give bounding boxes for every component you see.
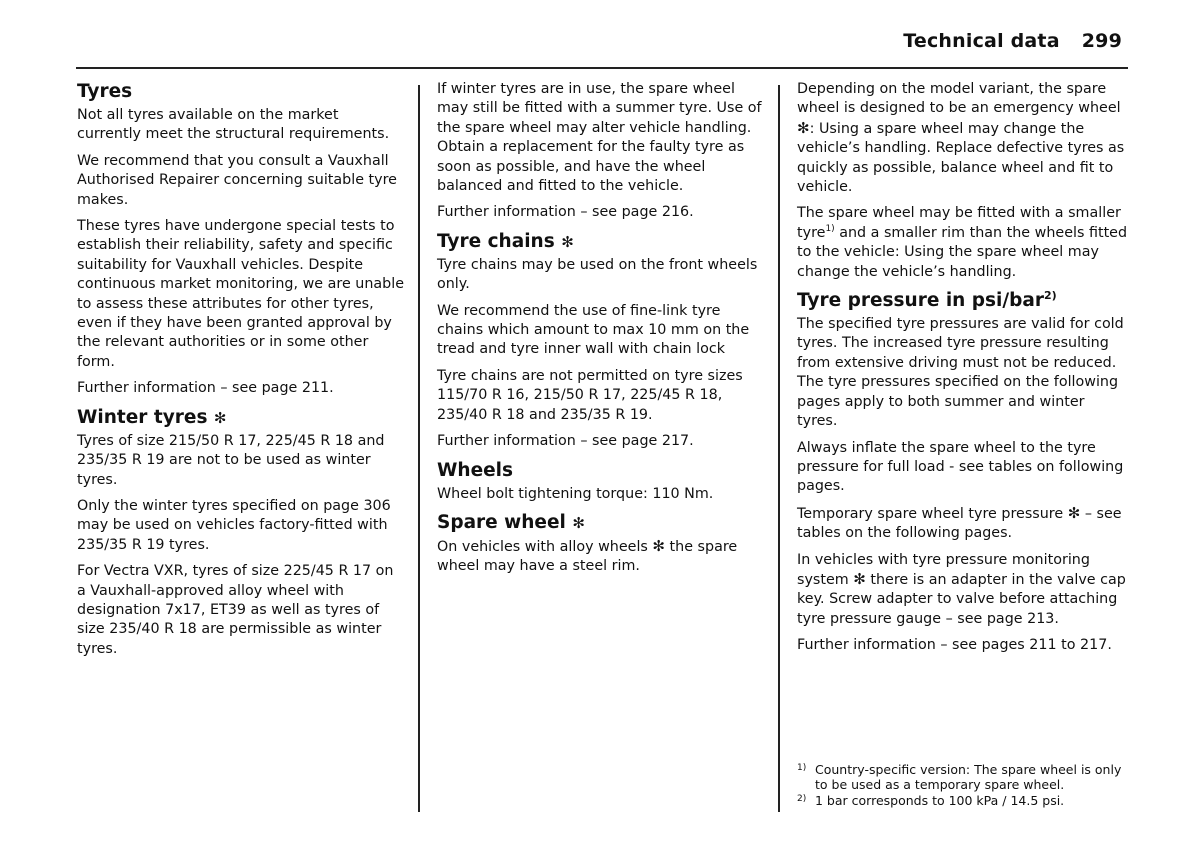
paragraph: We recommend the use of fine-link tyre chains which amount to max 10 mm on the tread and tyre inner wall with chain lock: [437, 302, 750, 358]
snowflake-icon: ✻: [853, 569, 866, 588]
spare-wheel-heading: [437, 511, 765, 535]
paragraph: Further information – see page 217.: [437, 433, 694, 450]
footnote-ref: 2): [1043, 288, 1057, 302]
paragraph: [797, 204, 1129, 282]
page-number: 299: [1081, 30, 1122, 52]
paragraph: Further information – see pages 211 to 217.: [797, 637, 1112, 654]
heading-text: Tyre chains: [437, 230, 555, 252]
footnote-marker: 2): [797, 793, 807, 804]
paragraph: Further information – see page 216.: [437, 204, 694, 221]
text-run: Depending on the model variant, the spare wheel is designed to be an emergency wheel: [797, 81, 1121, 117]
wheels-heading: Wheels: [437, 459, 514, 481]
text-run: the spare wheel may have a steel rim.: [437, 538, 738, 575]
winter-tyres-heading: [77, 406, 405, 430]
snowflake-icon: ✻: [797, 118, 810, 137]
text-run: : Using a spare wheel may change the vehicle’s handling. Replace defective tyres as quickly as possible, balance wheel and fit to vehicle.: [797, 120, 1125, 196]
snowflake-icon: ✻: [572, 513, 585, 532]
paragraph: For Vectra VXR, tyres of size 225/45 R 17 on a Vauxhall-approved alloy wheel with designation 7x17, ET39 as well as tyres of size 235/40 R 18 are permissible as winter tyres.: [77, 563, 394, 657]
section-title: Technical data: [903, 30, 1060, 52]
paragraph: Tyre chains may be used on the front wheels only.: [437, 256, 758, 293]
header-rule: [76, 67, 1128, 69]
page-header: [903, 30, 1122, 52]
text-run: The spare wheel may be fitted with a smaller tyre: [797, 205, 1121, 241]
column-divider: [418, 85, 420, 812]
paragraph: The specified tyre pressures are valid for cold tyres. The increased tyre pressure resulting from extensive driving must not be reduced. The tyre pressures specified on the following pages apply to both summer and winter tyres.: [797, 316, 1124, 430]
text-run: there is an adapter in the valve cap key. Screw adapter to valve before attaching tyre pressure gauge – see page 213.: [797, 571, 1126, 627]
heading-text: Tyre pressure in psi/bar: [797, 290, 1044, 312]
snowflake-icon: ✻: [652, 536, 665, 555]
footnotes: [797, 762, 1132, 808]
paragraph: We recommend that you consult a Vauxhall Authorised Repairer concerning suitable tyre makes.: [77, 152, 397, 208]
heading-text: Spare wheel: [437, 511, 566, 533]
tyre-pressure-heading: [797, 289, 1129, 313]
text-run: – see tables on the following pages.: [797, 505, 1122, 542]
column-divider: [778, 85, 780, 812]
paragraph: These tyres have undergone special tests to establish their reliability, safety and specific suitability for Vauxhall vehicles. Despite continuous market monitoring, we are unable to assess these attributes for other tyres, even if they have been granted approval by the relevant authorities or in some other form.: [77, 218, 405, 370]
footnote-text: 1 bar corresponds to 100 kPa / 14.5 psi.: [815, 792, 1065, 808]
snowflake-icon: ✻: [1067, 503, 1081, 522]
text-run: In vehicles with tyre pressure monitoring system: [797, 551, 1090, 588]
paragraph: [797, 551, 1129, 630]
snowflake-icon: ✻: [561, 232, 574, 251]
footnote-text: Country-specific version: The spare wheel is only to be used as a temporary spare wheel.: [815, 762, 1122, 793]
paragraph: [797, 80, 1129, 197]
paragraph: Not all tyres available on the market currently meet the structural requirements.: [77, 107, 390, 143]
paragraph: Tyres of size 215/50 R 17, 225/45 R 18 and 235/35 R 19 are not to be used as winter tyres.: [77, 432, 385, 488]
paragraph: Tyre chains are not permitted on tyre sizes 115/70 R 16, 215/50 R 17, 225/45 R 18, 235/40 R 18 and 235/35 R 19.: [437, 367, 743, 423]
paragraph: If winter tyres are in use, the spare wheel may still be fitted with a summer tyre. Use of the spare wheel may alter vehicle handling. Obtain a replacement for the faulty tyre as soon as possible, and have the wheel balanced and fitted to the vehicle.: [437, 81, 762, 195]
paragraph: Always inflate the spare wheel to the tyre pressure for full load - see tables on following pages.: [797, 439, 1124, 495]
heading-text: Winter tyres: [77, 406, 208, 428]
paragraph: Only the winter tyres specified on page 306 may be used on vehicles factory-fitted with 235/35 R 19 tyres.: [77, 497, 391, 553]
footnote: [797, 793, 1132, 808]
snowflake-icon: ✻: [213, 408, 227, 427]
paragraph: Wheel bolt tightening torque: 110 Nm.: [437, 485, 714, 502]
column-1: [77, 80, 405, 666]
tyre-chains-heading: [437, 230, 765, 254]
paragraph: Further information – see page 211.: [77, 380, 334, 397]
footnote-ref: 1): [825, 224, 835, 235]
text-run: and a smaller rim than the wheels fitted to the vehicle: Using the spare wheel may change the vehicle’s handling.: [797, 224, 1128, 280]
column-2: [437, 80, 765, 584]
paragraph: [797, 504, 1129, 544]
text-run: Temporary spare wheel tyre pressure: [797, 505, 1064, 522]
paragraph: [437, 537, 765, 577]
tyres-heading: Tyres: [77, 81, 133, 102]
text-run: On vehicles with alloy wheels: [437, 538, 648, 555]
footnote: [797, 762, 1132, 793]
footnote-marker: 1): [797, 763, 807, 773]
column-3: [797, 80, 1129, 663]
